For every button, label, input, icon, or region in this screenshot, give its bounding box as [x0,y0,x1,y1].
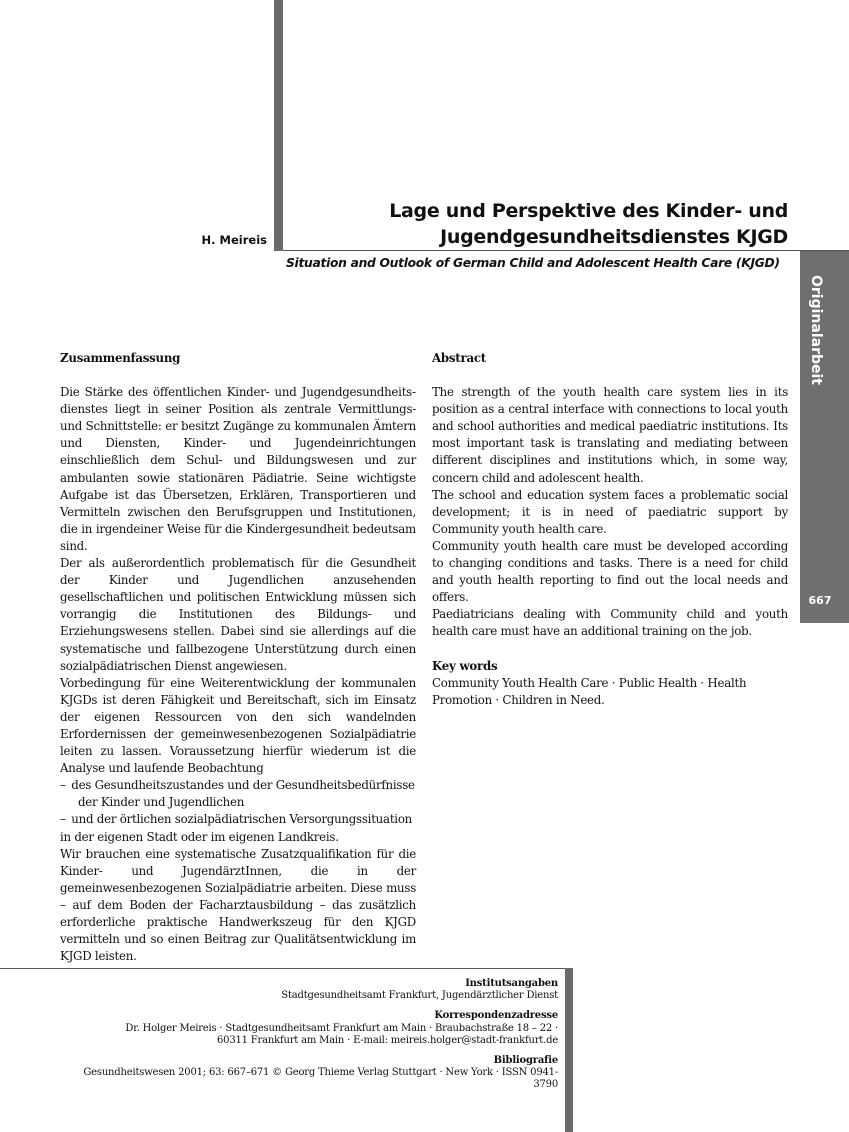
zusammenfassung-heading: Zusammenfassung [60,351,181,365]
abstract-paragraph: Community youth health care must be developed according to changing conditions and tasks. There is a need for child and youth health reporting to find out the local needs and offers. [432,538,788,605]
keywords-heading: Key words [432,658,498,673]
abstract-heading: Abstract [432,351,486,365]
institute-text: Stadtgesundheitsamt Frankfurt, Jugendärztlicher Dienst [281,990,558,1002]
footer-top-rule [0,968,566,969]
side-tab-label-box [800,251,849,385]
abstract-paragraph: Paediatricians dealing with Community child and youth health care must have an additional training on the job. [432,607,788,639]
correspondence-line: Dr. Holger Meireis · Stadtgesundheitsamt Frankfurt am Main · Braubachstraße 18 – 22 · [125,1022,558,1034]
abstract-column [432,350,788,709]
title-line-2: Jugendgesundheitsdienstes KJGD [440,226,788,248]
article-subtitle: Situation and Outlook of German Child and Adolescent Health Care (KJGD) [286,256,780,270]
page-number: 667 [808,594,832,607]
institute-heading: Institutsangaben [465,978,558,989]
zusammenfassung-column [60,350,416,965]
zusammenfassung-closing-paragraph: Wir brauchen eine systematische Zusatzqualifikation für die Kinder- und JugendärztInnen, die in der gemeinwesenbezogenen Sozialpädiatrie arbeiten. Diese muss – auf dem Boden der Facharztausbildung – das zusätzlich erforderliche praktische Handwerkszeug für den KJGD vermitteln und so einen Beitrag zur Qualitätsentwicklung im KJGD leisten. [60,846,416,964]
header-vertical-rule [274,0,283,251]
correspondence-line: 60311 Frankfurt am Main · E-mail: meireis.holger@stadt-frankfurt.de [217,1034,558,1046]
footer-vertical-rule [565,968,573,1132]
bibliography-heading: Bibliografie [493,1055,558,1067]
author-name: H. Meireis [201,233,267,247]
bibliography-text: Gesundheitswesen 2001; 63: 667–671 © Georg Thieme Verlag Stuttgart · New York · ISSN 0941-3790 [83,1067,558,1091]
zusammenfassung-list-continuation: in der eigenen Stadt oder im eigenen Landkreis. [60,829,339,844]
title-underline-rule [283,250,849,251]
abstract-paragraph: The school and education system faces a problematic social development; it is in need of paediatric support by Community youth health care. [432,487,788,536]
zusammenfassung-paragraph: Der als außerordentlich problematisch für die Gesundheit der Kinder und Jugendlichen anzusehenden gesellschaftlichen und politischen Entwicklung müssen sich vorrangig die Institutionen des Bildungs- und Erziehungswesens stellen. Dabei sind sie allerdings auf die systematische und fallbezogene Unterstützung durch einen sozialpädiatrischen Dienst angewiesen. [60,556,416,673]
article-type-label: Originalarbeit [808,275,824,385]
zusammenfassung-paragraph: Vorbedingung für eine Weiterentwicklung der kommunalen KJGDs ist deren Fähigkeit und Bereitschaft, sich im Einsatz der eigenen Ressourcen von den sich wandelnden Erfordernissen der gemeinwesenbezogenen Sozialpädiatrie leiten zu lassen. Voraussetzung hierfür wiederum ist die Analyse und laufende Beobachtung [60,675,416,776]
abstract-paragraph: The strength of the youth health care system lies in its position as a central interface with connections to local youth and school authorities and medical paediatric institutions. Its most important task is translating and mediating between different disciplines and institutions which, in some way, concern child and adolescent health. [432,385,788,485]
article-title [300,198,788,250]
list-item: – des Gesundheitszustandes und der Gesundheitsbedürfnisse der Kinder und Jugendlichen [60,778,415,810]
title-line-1: Lage und Perspektive des Kinder- und [389,200,788,222]
article-footer [60,978,558,1092]
correspondence-heading: Korrespondenzadresse [434,1010,558,1022]
keywords-list: Community Youth Health Care · Public Health · Health Promotion · Children in Need. [432,675,747,707]
list-item: – und der örtlichen sozialpädiatrischen Versorgungssituation [60,812,413,827]
zusammenfassung-paragraph: Die Stärke des öffentlichen Kinder- und Jugendgesundheitsdienstes liegt in seiner Position als zentrale Vermittlungs- und Schnittstelle: er besitzt Zugänge zu kommunalen Ämtern und Diensten, Kinder- und Jugendeinrichtungen einschließlich dem Schul- und Bildungswesen und zur ambulanten sowie stationären Pädiatrie. Seine wichtigste Aufgabe ist das Übersetzen, Erklären, Transportieren und Vermitteln zwischen den Berufsgruppen und Institutionen, die in irgendeiner Weise für die Kindergesundheit bedeutsam sind. [60,385,416,553]
